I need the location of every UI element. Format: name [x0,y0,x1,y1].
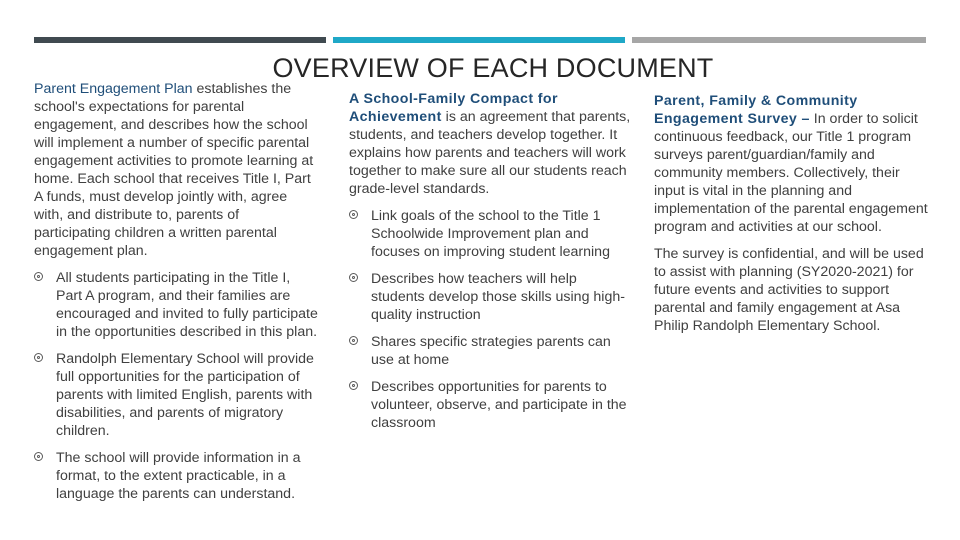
list-item: Randolph Elementary School will provide full opportunities for the participation of parents with limited English, parents with disabilities, and parents of migratory children. [34,350,318,440]
intro-text: In order to solicit continuous feedback, our Title 1 program surveys parent/guardian/family and community members. Collectively, their input is vital in the planning and implementation of the parental engagement program and activities at our school. [654,111,928,235]
bullet-ring-icon [349,336,358,345]
intro-paragraph [349,90,633,198]
bullet-ring-icon [34,452,43,461]
bullet-ring-icon [34,353,43,362]
list-item: The school will provide information in a format, to the extent practicable, in a language the parents can understand. [34,449,318,503]
survey-paragraph: The survey is confidential, and will be used to assist with planning (SY2020-2021) for future events and activities to support parental and family engagement at Asa Philip Randolph Elementary School. [654,246,924,334]
list-item: Describes opportunities for parents to volunteer, observe, and participate in the classroom [349,378,633,432]
bullet-list [349,207,633,432]
bullet-ring-icon [349,381,358,390]
column-school-family-compact [349,90,633,441]
list-item: Describes how teachers will help students develop those skills using high-quality instruction [349,270,633,324]
intro-paragraph [34,80,318,260]
lead-phrase: Parent Engagement Plan [34,81,193,97]
header-bar-grey [632,37,926,43]
list-item: Link goals of the school to the Title 1 Schoolwide Improvement plan and focuses on improving student learning [349,207,633,261]
list-item: All students participating in the Title I, Part A program, and their families are encouraged and invited to fully participate in the opportunities described in this plan. [34,269,318,341]
bullet-ring-icon [34,272,43,281]
lead-phrase: A School-Family Compact for Achievement [349,91,558,125]
bullet-ring-icon [349,210,358,219]
page-title: OVERVIEW OF EACH DOCUMENT [272,53,714,83]
header-bar-teal [333,37,625,43]
column-parent-engagement-plan [34,80,318,512]
column-engagement-survey [654,92,932,344]
intro-paragraph [654,92,932,236]
intro-text: establishes the school's expectations for parental engagement, and describes how the school will implement a number of specific parental engagement activities to promote learning at home. Each school that receives Title I, Part A funds, must develop jointly with, agree with, and distribute to, parents of participating children a written parental engagement plan. [34,81,314,259]
intro-text: is an agreement that parents, students, and teachers develop together. It explains how parents and teachers will work together to make sure all our students reach grade-level standards. [349,109,631,197]
list-item: Shares specific strategies parents can use at home [349,333,633,369]
header-bar-dark [34,37,326,43]
lead-phrase: Parent, Family & Community Engagement Survey – [654,93,858,127]
bullet-list [34,269,318,503]
bullet-ring-icon [349,273,358,282]
